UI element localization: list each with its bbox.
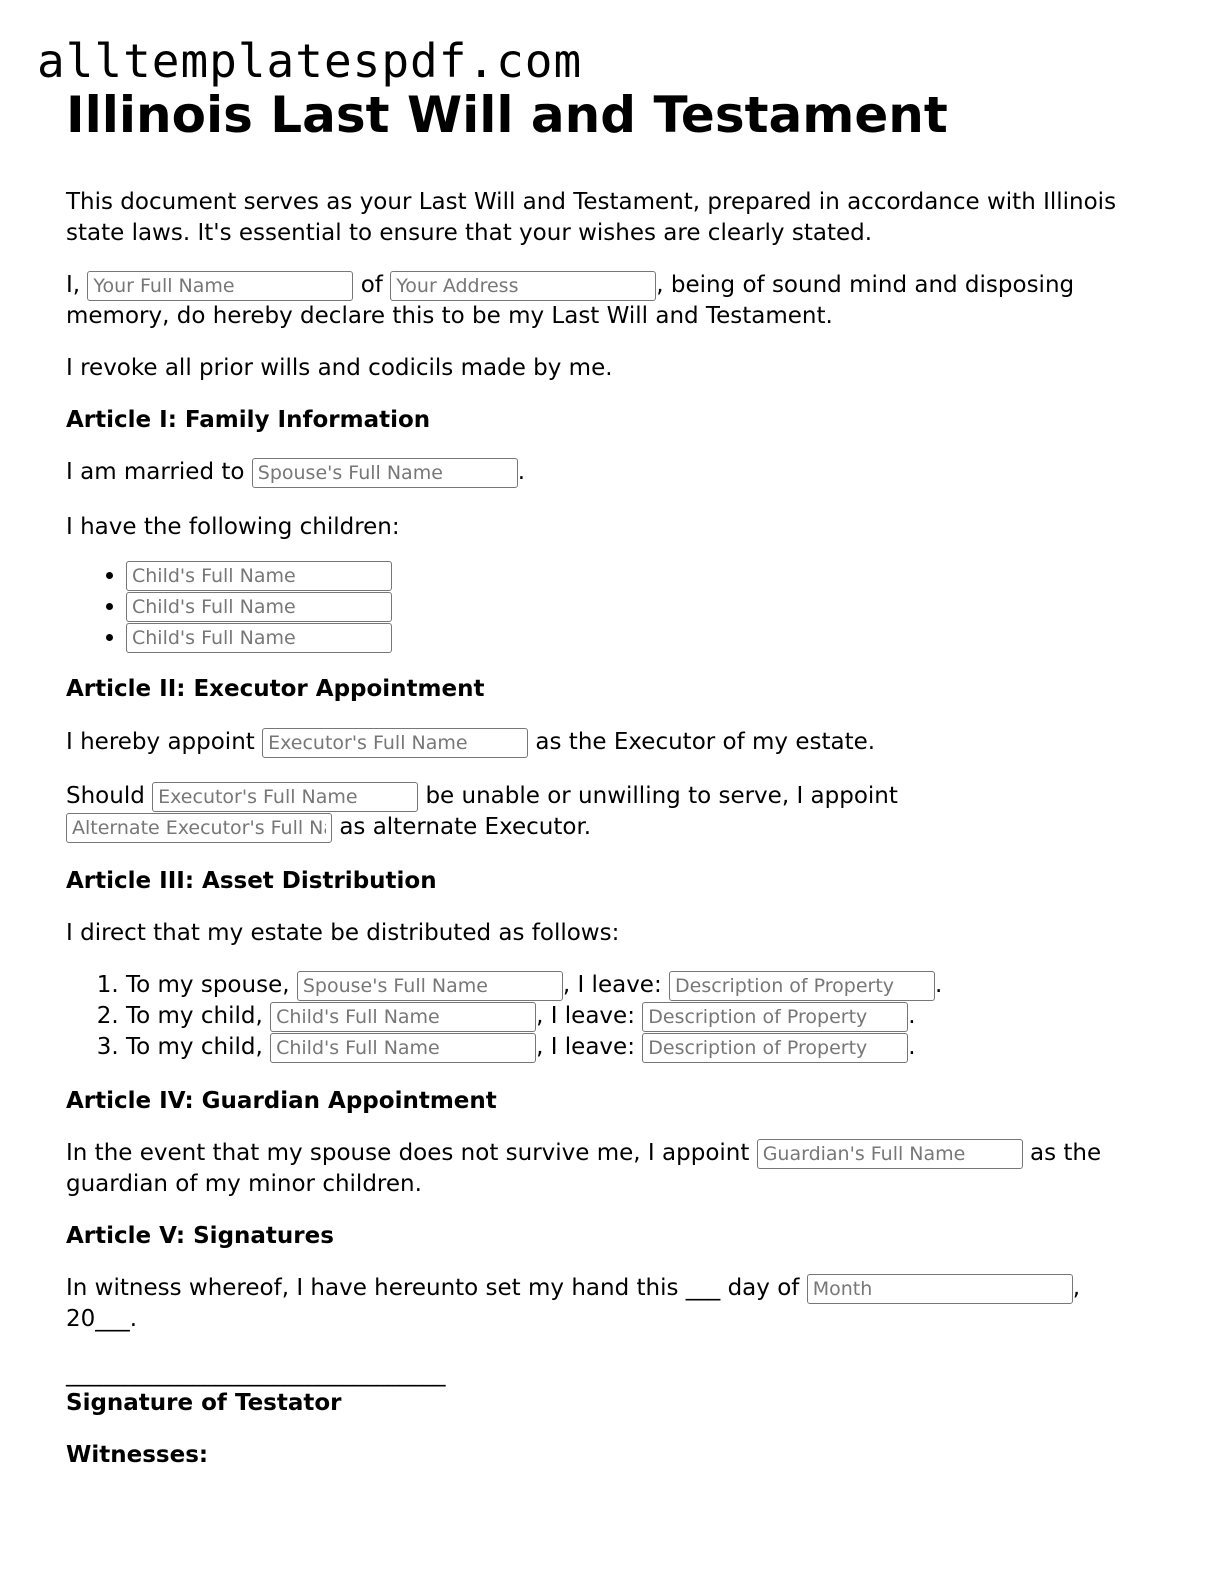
witness-suffix: , 20___. (66, 1275, 1080, 1332)
testator-name-input[interactable] (87, 271, 353, 301)
appoint-prefix: I hereby appoint (66, 729, 255, 755)
appoint-suffix: as the Executor of my estate. (535, 729, 876, 755)
witness-paragraph (66, 1273, 1156, 1335)
child-name-input-2[interactable] (126, 592, 392, 622)
children-intro: I have the following children: (66, 514, 400, 540)
testator-address-input[interactable] (390, 271, 656, 301)
children-list (66, 560, 1156, 653)
distribution-prefix: To my child, (126, 1034, 263, 1060)
article-2-heading: Article II: Executor Appointment (66, 676, 485, 702)
alternate-paragraph (66, 781, 1156, 843)
married-prefix: I am married to (66, 459, 245, 485)
child-name-input-3[interactable] (126, 623, 392, 653)
distribution-leave: , I leave: (562, 972, 662, 998)
executor-name-input[interactable] (262, 728, 528, 758)
unable-text: be unable or unwilling to serve, I appoint (425, 783, 898, 809)
signature-label: Signature of Testator (66, 1390, 342, 1416)
list-item (126, 1001, 1156, 1032)
distribution-leave: , I leave: (536, 1034, 635, 1060)
distribution-prefix: To my spouse, (126, 972, 290, 998)
list-item (126, 1032, 1156, 1063)
intro-text: This document serves as your Last Will and Testament, prepared in accordance with Illinois state laws. It's essential to ensure that your wishes are clearly stated. (66, 189, 1117, 246)
distribution-property-input-3[interactable] (642, 1033, 908, 1063)
distribution-child-name-input-2[interactable] (270, 1033, 536, 1063)
should-executor-input[interactable] (152, 782, 418, 812)
page-title: Illinois Last Will and Testament (66, 86, 948, 144)
watermark: alltemplatespdf.com (37, 34, 583, 88)
married-paragraph (66, 457, 1156, 488)
should-text: Should (66, 783, 145, 809)
signature-line: _________________________________ (66, 1361, 446, 1387)
list-item (126, 970, 1156, 1001)
distribution-prefix: To my child, (126, 1003, 263, 1029)
will-document (66, 88, 1156, 1471)
distribution-leave: , I leave: (536, 1003, 635, 1029)
distribution-list (66, 970, 1156, 1063)
article-1-heading: Article I: Family Information (66, 407, 431, 433)
married-suffix: . (517, 459, 526, 485)
declaration-paragraph (66, 270, 1156, 332)
article-3-heading: Article III: Asset Distribution (66, 868, 437, 894)
distribution-end: . (908, 1003, 916, 1029)
month-input[interactable] (807, 1274, 1073, 1304)
article-4-heading: Article IV: Guardian Appointment (66, 1088, 497, 1114)
guardian-prefix: In the event that my spouse does not survive me, I appoint (66, 1140, 750, 1166)
distribution-property-input-2[interactable] (642, 1002, 908, 1032)
guardian-name-input[interactable] (757, 1139, 1023, 1169)
guardian-paragraph (66, 1138, 1156, 1200)
guardian-suffix: as the guardian of my minor children. (66, 1140, 1102, 1197)
revoke-text: I revoke all prior wills and codicils made by me. (66, 355, 613, 381)
distribution-property-input-1[interactable] (669, 971, 935, 1001)
distribution-end: . (935, 972, 943, 998)
declaration-of: of (360, 272, 383, 298)
distribution-spouse-name-input[interactable] (297, 971, 563, 1001)
witnesses-label: Witnesses: (66, 1442, 209, 1468)
spouse-name-input[interactable] (252, 458, 518, 488)
distribution-end: . (908, 1034, 916, 1060)
witness-prefix: In witness whereof, I have hereunto set my hand this ___ day of (66, 1275, 800, 1301)
distribution-child-name-input-1[interactable] (270, 1002, 536, 1032)
alternate-suffix: as alternate Executor. (339, 814, 592, 840)
appoint-paragraph (66, 727, 1156, 758)
alternate-executor-input[interactable] (66, 813, 332, 843)
declaration-suffix: , being of sound mind and disposing memory, do hereby declare this to be my Last Will and Testament. (66, 272, 1075, 329)
article-5-heading: Article V: Signatures (66, 1223, 334, 1249)
list-item (126, 560, 1156, 591)
declaration-prefix: I, (66, 272, 81, 298)
list-item (126, 591, 1156, 622)
list-item (126, 622, 1156, 653)
distribution-intro: I direct that my estate be distributed as follows: (66, 920, 620, 946)
child-name-input-1[interactable] (126, 561, 392, 591)
